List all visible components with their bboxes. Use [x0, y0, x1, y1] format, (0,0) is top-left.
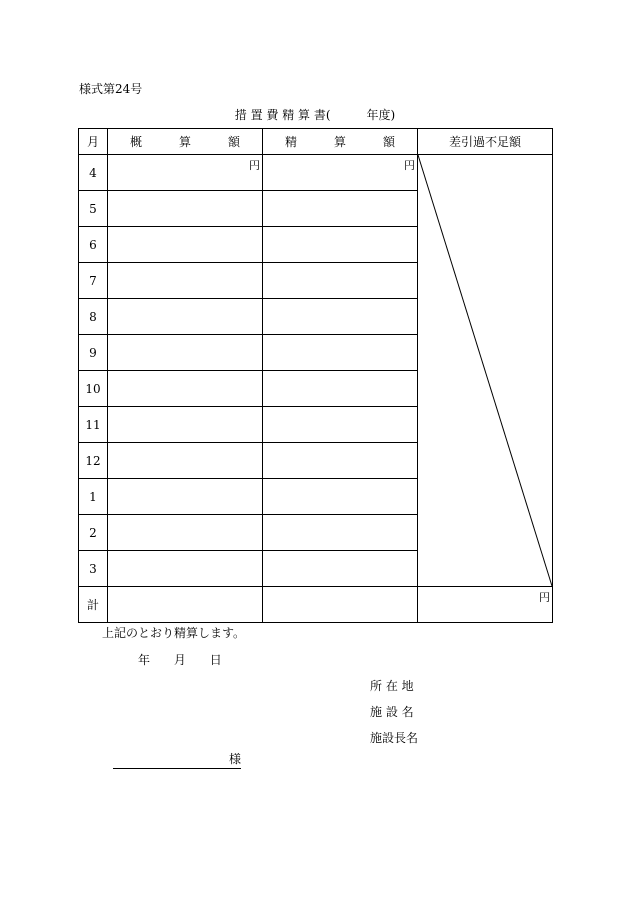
estimated-amount-cell[interactable]	[108, 551, 263, 587]
title-suffix: 年度)	[366, 108, 396, 122]
month-cell: 2	[79, 515, 108, 551]
estimated-amount-cell[interactable]	[108, 191, 263, 227]
settled-amount-cell[interactable]	[263, 191, 418, 227]
yen-unit: 円	[404, 159, 415, 172]
total-label: 計	[79, 587, 108, 623]
estimated-amount-cell[interactable]	[108, 263, 263, 299]
estimated-amount-cell[interactable]	[108, 335, 263, 371]
month-cell: 6	[79, 227, 108, 263]
settled-amount-cell[interactable]	[263, 479, 418, 515]
diagonal-line	[418, 155, 552, 586]
yen-unit: 円	[249, 159, 260, 172]
header-row	[79, 129, 553, 155]
difference-diagonal-cell	[418, 155, 553, 587]
settled-amount-cell[interactable]	[263, 515, 418, 551]
month-cell: 10	[79, 371, 108, 407]
document-title	[0, 106, 630, 123]
yen-unit: 円	[539, 591, 550, 604]
header-estimated-char: 額	[227, 135, 240, 149]
total-estimated-cell[interactable]	[108, 587, 263, 623]
estimated-amount-cell[interactable]	[108, 407, 263, 443]
date-line	[138, 651, 242, 668]
estimated-amount-cell[interactable]	[108, 515, 263, 551]
facility-name-label: 施 設 名	[370, 705, 414, 719]
date-year: 年	[138, 653, 151, 667]
title-main: 措 置 費 精 算 書(	[234, 108, 331, 122]
settlement-table	[78, 128, 553, 623]
header-settled-char: 算	[333, 135, 346, 149]
header-month: 月	[79, 129, 108, 155]
estimated-amount-cell[interactable]	[108, 299, 263, 335]
header-estimated-char: 概	[130, 135, 143, 149]
month-cell: 4	[79, 155, 108, 191]
addressee-suffix: 様	[228, 752, 241, 766]
header-estimated	[108, 129, 263, 155]
form-number: 様式第24号	[79, 82, 143, 96]
month-cell: 3	[79, 551, 108, 587]
diagonal-strike	[418, 155, 552, 586]
header-difference: 差引過不足額	[418, 129, 553, 155]
estimated-amount-cell[interactable]	[108, 227, 263, 263]
settled-amount-cell[interactable]	[263, 263, 418, 299]
header-settled	[263, 129, 418, 155]
table-row	[79, 155, 553, 191]
header-settled-char: 精	[285, 135, 298, 149]
estimated-amount-cell[interactable]	[108, 479, 263, 515]
month-cell: 12	[79, 443, 108, 479]
month-cell: 5	[79, 191, 108, 227]
settled-amount-cell[interactable]	[263, 335, 418, 371]
month-cell: 11	[79, 407, 108, 443]
settled-amount-cell[interactable]	[263, 155, 418, 191]
address-label: 所 在 地	[370, 679, 414, 693]
estimated-amount-cell[interactable]	[108, 155, 263, 191]
statement-text: 上記のとおり精算します。	[102, 626, 246, 640]
month-cell: 8	[79, 299, 108, 335]
settled-amount-cell[interactable]	[263, 551, 418, 587]
total-difference-cell[interactable]	[418, 587, 553, 623]
total-settled-cell[interactable]	[263, 587, 418, 623]
addressee-line[interactable]	[113, 750, 241, 769]
settled-amount-cell[interactable]	[263, 227, 418, 263]
date-day: 日	[209, 653, 222, 667]
settled-amount-cell[interactable]	[263, 371, 418, 407]
month-cell: 7	[79, 263, 108, 299]
director-name-label: 施設長名	[370, 731, 419, 745]
estimated-amount-cell[interactable]	[108, 443, 263, 479]
header-estimated-char: 算	[178, 135, 191, 149]
settled-amount-cell[interactable]	[263, 299, 418, 335]
settled-amount-cell[interactable]	[263, 443, 418, 479]
date-month: 月	[173, 653, 186, 667]
header-settled-char: 額	[382, 135, 395, 149]
month-cell: 1	[79, 479, 108, 515]
total-row	[79, 587, 553, 623]
estimated-amount-cell[interactable]	[108, 371, 263, 407]
month-cell: 9	[79, 335, 108, 371]
settled-amount-cell[interactable]	[263, 407, 418, 443]
